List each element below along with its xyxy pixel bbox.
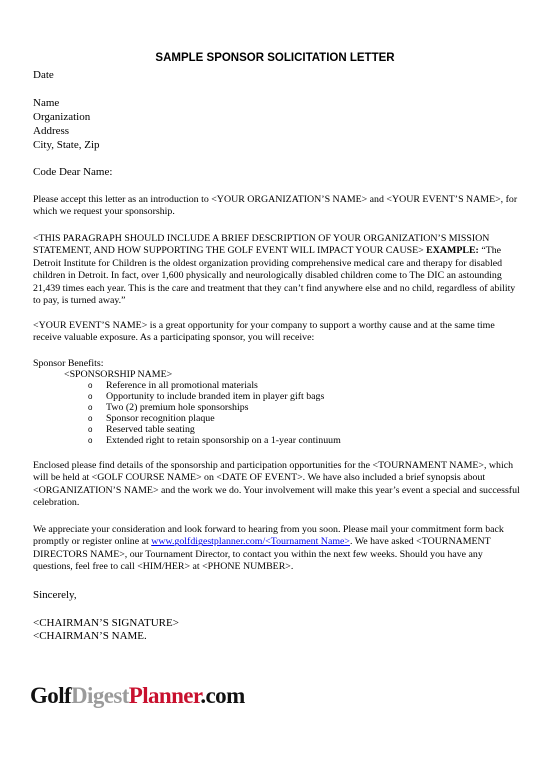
benefit-item [88,380,258,391]
benefit-label: Extended right to retain sponsorship on a 1-year continuum [106,435,341,446]
bullet-icon: o [88,436,93,445]
mission-paragraph [33,233,523,307]
recipient-name: Name [33,97,60,109]
golf-digest-planner-logo [30,683,245,709]
page-title: SAMPLE SPONSOR SOLICITATION LETTER [155,52,395,64]
mission-paragraph-text [33,233,523,307]
chairman-name: <CHAIRMAN’S NAME. [33,630,147,642]
mission-instruction: <THIS PARAGRAPH SHOULD INCLUDE A BRIEF DESCRIPTION OF YOUR ORGANIZATION’S MISSION STATEMENT, AND HOW SUPPORTING THE GOLF EVENT WILL IMPACT YOUR CAUSE> [33,233,490,257]
benefit-item [88,402,248,413]
intro-paragraph-text: Please accept this letter as an introduction to <YOUR ORGANIZATION’S NAME> and <YOUR EVENT’S NAME>, for which we request your sponsorship. [33,194,518,218]
opportunity-paragraph-text: <YOUR EVENT’S NAME> is a great opportunity for your company to support a worthy cause and at the same time receive valuable exposure. As a participating sponsor, you will receive: [33,320,495,344]
benefit-label: Reserved table seating [106,424,195,435]
logo-planner: Planner [128,683,201,708]
benefit-item [88,391,324,402]
benefit-label: Reference in all promotional materials [106,380,258,391]
benefit-item [88,424,195,435]
details-paragraph [33,460,523,510]
recipient-address: Address [33,125,70,137]
date-line: Date [33,69,54,81]
recipient-city-state-zip: City, State, Zip [33,139,100,151]
example-label: EXAMPLE: [426,245,479,257]
benefit-label: Opportunity to include branded item in player gift bags [106,391,325,402]
logo-golf: Golf [30,683,72,708]
closing-paragraph [33,524,523,574]
recipient-organization: Organization [33,111,91,123]
logo-digest: Digest [71,683,129,708]
bullet-icon: o [88,392,93,401]
closing-text-b: . We have asked <TOURNAMENT DIRECTORS NAME>, our Tournament Director, to contact you within the next few weeks. Should you have any questions, feel free to call <HIM/HER> at <PHONE NUMBER>. [33,536,491,573]
benefit-item [88,435,341,446]
intro-paragraph [33,194,523,219]
closing-paragraph-text [33,524,523,574]
benefits-heading: Sponsor Benefits: [33,358,104,369]
bullet-icon: o [88,425,93,434]
opportunity-paragraph [33,320,523,345]
benefit-label: Two (2) premium hole sponsorships [106,402,249,413]
chairman-signature: <CHAIRMAN’S SIGNATURE> [33,617,179,629]
logo-com: .com [200,683,245,708]
benefit-label: Sponsor recognition plaque [106,413,215,424]
salutation: Code Dear Name: [33,166,113,178]
closing-text-a: We appreciate your consideration and look forward to hearing from you soon. Please mail your commitment form back promptly or register online at [33,524,504,548]
register-online-link[interactable]: www.golfdigestplanner.com/<Tournament Name> [151,536,350,548]
example-text: “The Detroit Institute for Children is the oldest organization providing comprehensive medical care and therapy for disabled children in Detroit. In fact, over 1,600 physically and neurologically disabled children come to The DIC an astounding 21,439 times each year. This is the care and treatment that they can’t find anywhere else and no child, regardless of ability to pay, is turned away.” [33,245,516,307]
bullet-icon: o [88,403,93,412]
sponsorship-name: <SPONSORSHIP NAME> [64,369,173,380]
bullet-icon: o [88,414,93,423]
bullet-icon: o [88,381,93,390]
valediction: Sincerely, [33,589,77,601]
details-paragraph-text: Enclosed please find details of the sponsorship and participation opportunities for the <TOURNAMENT NAME>, which will be held at <GOLF COURSE NAME> on <DATE OF EVENT>. We have also included a brief synopsis about <ORGANIZATION’S NAME> and the work we do. Your involvement will make this year’s event a special and successful celebration. [33,460,520,509]
benefit-item [88,413,215,424]
